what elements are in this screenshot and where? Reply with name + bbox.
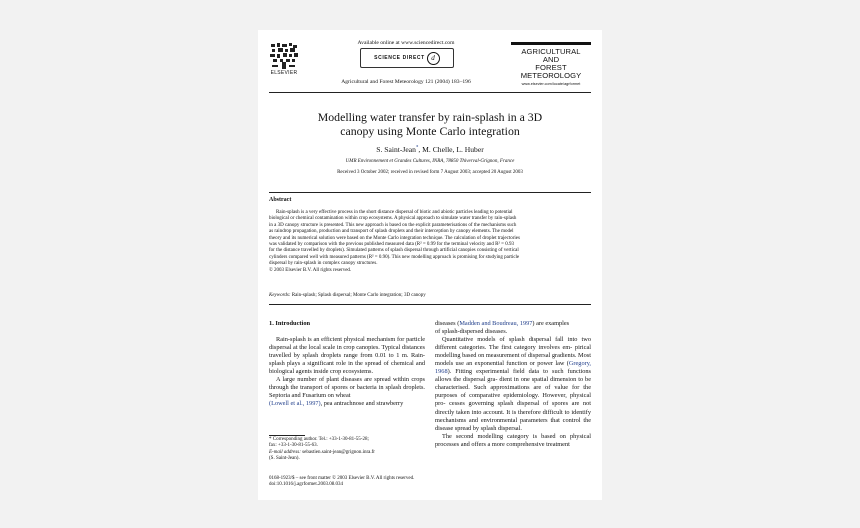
abstract-line: biological or chemical contamination within crop ecosystems. A physical approach to simulate water transfer by rain-splash [269, 216, 517, 222]
keywords-list: Rain-splash; Splash dispersal; Monte Carlo integration; 3D canopy [291, 293, 426, 298]
text-line: pirical modelling based on measurement of dispersal [435, 344, 592, 360]
article-title-line: canopy using Monte Carlo integration [340, 124, 520, 138]
right-intro-line [435, 320, 591, 328]
email-label: E-mail address: [269, 449, 301, 455]
abstract-line: in a 3D canopy structure is presented. This new approach is based on the explicit parameterisations of the mechanisms such [269, 222, 517, 228]
article-authors [269, 145, 591, 154]
intro-paragraph-2 [269, 376, 425, 400]
footnote-fax: fax: +33-1-30-81-55-63. [269, 443, 318, 449]
publisher-name: ELSEVIER [270, 70, 298, 76]
keywords [269, 293, 591, 299]
author-names: , M. Chelle, L. Huber [418, 145, 484, 154]
sciencedirect-logo [360, 48, 454, 68]
text-line: different categories. The first category involves em- [435, 344, 573, 352]
abstract-line: was validated by comparison with the previous published measured data (R² = 0.99 for the terminal velocity and R² = 0.93 [269, 242, 514, 248]
text-line: Typical distances travelled by splash droplets range [269, 344, 426, 360]
sciencedirect-logo-text: SCIENCE DIRECT [374, 55, 425, 61]
available-online-text: Available online at www.sciencedirect.com [357, 40, 455, 46]
footnote-initials: (S. Saint-Jean). [269, 456, 300, 462]
text-line: in the spread of chemical and biological agents inside [269, 360, 425, 376]
journal-name-line: AND [542, 55, 560, 64]
abstract-line: dispersal by rain-splash in complex canopy structures. [269, 261, 378, 267]
text-line: processes and offers a more comprehensive treatment [435, 440, 570, 448]
abstract-body [269, 210, 591, 274]
abstract-line: for the distance travelled by droplets). Simulated patterns of splash dispersal through artificial canopies consisting of vertical [269, 248, 519, 254]
article-title [269, 110, 591, 138]
models-paragraph [435, 336, 591, 433]
journal-citation: Agricultural and Forest Meteorology 121 (2004) 183–196 [341, 79, 471, 85]
citation-link-madden[interactable]: Madden and Boudreau, 1997 [459, 320, 533, 327]
text-line: Rain-splash is an efficient physical mechanism for [276, 336, 405, 344]
left-column [269, 320, 425, 408]
citation-link-lowell[interactable]: (Lowell et al., 1997) [269, 400, 321, 408]
footnote [269, 437, 425, 463]
abstract-bottom-rule [269, 304, 591, 305]
abstract-line: Rain-splash is a very effective process in the short distance dispersal of biotic and abiotic particles leading to potential [276, 210, 513, 215]
text-line: gradients. Most models use an exponential function [435, 352, 592, 368]
journal-name-line: AGRICULTURAL [521, 47, 581, 56]
journal-url: www.elsevier.com/locate/agrformet [521, 82, 581, 86]
copyright-line: © 2003 Elsevier B.V. All rights reserved. [269, 267, 352, 273]
text-line: of splash-dispersed diseases. [435, 328, 508, 336]
article-title-line: Modelling water transfer by rain-splash in a 3D [317, 110, 543, 124]
paper-page [258, 30, 602, 500]
right-column [435, 320, 591, 449]
text-line: Such approximations are of value for the purposes [435, 384, 591, 400]
text-line: diseases ( [435, 320, 460, 327]
text-line: or power law ( [529, 360, 569, 368]
journal-name-line: METEOROLOGY [520, 71, 582, 80]
keywords-label: Keywords: [269, 293, 291, 298]
journal-logo-band [511, 42, 591, 45]
abstract-line: cylinders compared well with measured patterns (R² = 0.90). This new modelling approach is promising for studying particle [269, 254, 520, 260]
journal-name-line: FOREST [535, 63, 567, 72]
footer-front-matter: 0168-1923/$ – see front matter © 2003 Elsevier B.V. All rights reserved. [269, 476, 415, 481]
author-name: S. Saint-Jean [376, 145, 416, 154]
elsevier-tree-logo [269, 42, 299, 76]
text-line: crop ecosystems. [330, 368, 374, 376]
corresponding-mark[interactable]: * [415, 145, 419, 151]
text-line: from 0.01 to 1 m. Rain-splash plays a significant role [269, 352, 426, 368]
abstract-top-rule [269, 192, 591, 193]
text-line: particle dispersal at the local scale in crop canopies. [269, 336, 426, 352]
footnote-rule [269, 435, 305, 436]
text-line: The second modelling category is based on physical [442, 432, 591, 440]
text-line: crops through the transport of spores or bacteria in [269, 376, 425, 392]
intro-paragraph-1 [269, 336, 425, 376]
abstract-line: theory and its numerical solution were based on the Monte Carlo integration technique. The calculation of droplet trajectories [269, 235, 520, 241]
abstract-heading: Abstract [269, 197, 292, 203]
intro-paragraph-2-end [269, 400, 425, 408]
text-line: ). Fitting experimental [447, 368, 509, 376]
citation-link-gregory[interactable]: Gregory, 1968 [435, 360, 592, 376]
journal-name [511, 48, 591, 80]
text-line: , pea antrachnose and strawberry [320, 400, 404, 408]
footer-doi[interactable]: doi:10.1016/j.agrformet.2003.08.034 [269, 482, 344, 488]
text-line: Quantitative models of splash dispersal fall into two [442, 336, 591, 344]
text-line: cesses governing splash dispersal of spores are not [449, 400, 592, 408]
text-line: identify mechanisms and environmental parameters [435, 408, 592, 424]
received-dates: Received 3 October 2002; received in revised form 7 August 2003; accepted 20 August 2003 [337, 170, 523, 175]
text-line: of comparative epidemiology. However, physical pro- [435, 392, 591, 408]
text-line: that control the disease spread by splash dispersal. [435, 416, 592, 432]
sciencedirect-d-icon: d [427, 52, 440, 65]
footnote-corresponding: * Corresponding author. Tel.: +33-1-30-81-55-28; [269, 437, 369, 442]
journal-logo-box [511, 42, 591, 88]
affiliation: UMR Environnement et Grandes Cultures, INRA, 78850 Thiverval-Grignon, France [345, 159, 515, 164]
text-line: field data to such functions allows the dispersal gra- [435, 368, 592, 384]
header-rule [269, 92, 591, 93]
text-line: ) are examples [532, 320, 570, 327]
text-line: splash droplets. Septoria and Fusarium on wheat [269, 384, 425, 400]
text-line: dient in one spatial dimension to be characterised. [435, 376, 591, 392]
models-paragraph-2 [435, 433, 591, 449]
section-heading-introduction: 1. Introduction [269, 320, 311, 327]
text-line: directly taken into account. It is therefore difficult to [435, 408, 570, 416]
text-line: A large number of plant diseases are spread within [276, 376, 410, 384]
abstract-line: as raindrop propagation, production and transport of splash droplets and their interception by canopy elements. The model [269, 229, 514, 235]
page-footer [269, 476, 591, 489]
email-address[interactable]: sebastien.saint-jean@grignon.inra.fr [300, 449, 375, 455]
